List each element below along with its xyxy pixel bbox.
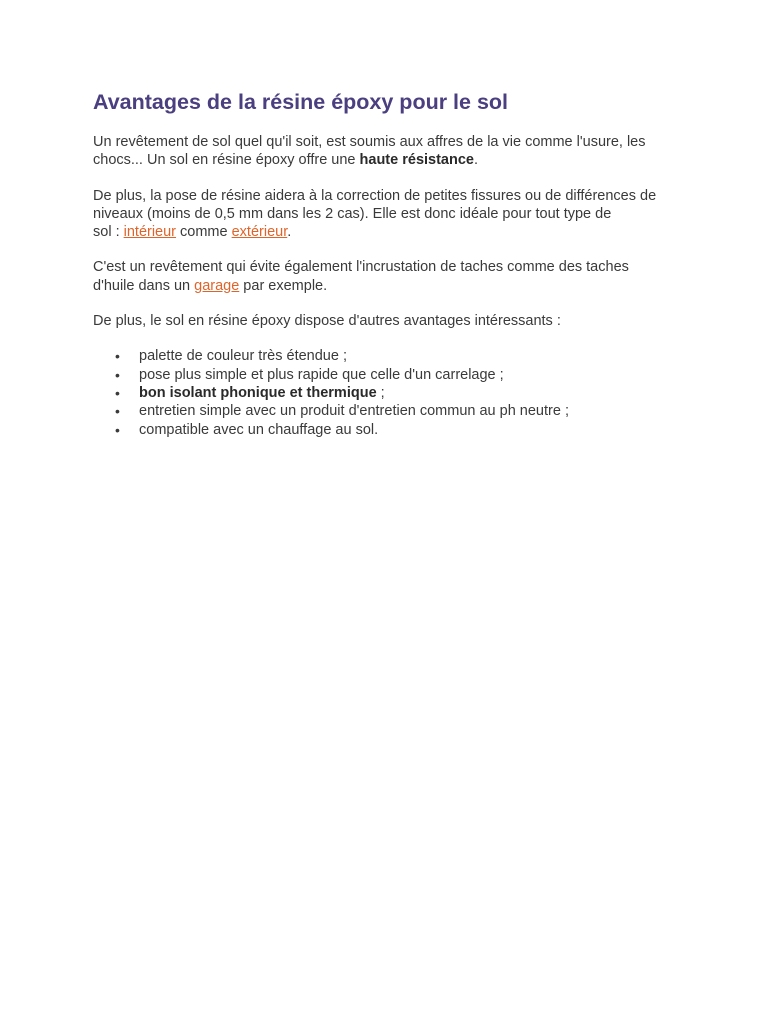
list-item-text: ; bbox=[376, 384, 385, 401]
link-exterieur[interactable]: extérieur bbox=[231, 224, 288, 241]
list-item-text: pose plus simple et plus rapide que celle d'un carrelage ; bbox=[139, 366, 504, 383]
list-item bbox=[93, 347, 683, 365]
link-garage[interactable]: garage bbox=[194, 277, 240, 294]
paragraph-text: comme bbox=[176, 224, 232, 241]
bullet-icon: • bbox=[115, 348, 120, 365]
paragraph-avantages-intro: De plus, le sol en résine époxy dispose d'autres avantages intéressants : bbox=[93, 313, 561, 330]
list-item bbox=[93, 384, 683, 402]
page-title: Avantages de la résine époxy pour le sol bbox=[93, 90, 509, 114]
paragraph-text: Un revêtement de sol quel qu'il soit, est soumis aux affres de la vie comme l'usure, les bbox=[93, 134, 646, 150]
paragraph-text: C'est un revêtement qui évite également l'incrustation de taches comme des taches bbox=[93, 259, 629, 276]
paragraph-text: par exemple. bbox=[239, 277, 328, 294]
paragraph-text: niveaux (moins de 0,5 mm dans les 2 cas). Elle est donc idéale pour tout type de bbox=[93, 205, 612, 222]
paragraph-text: d'huile dans un bbox=[93, 277, 195, 294]
paragraph-taches bbox=[93, 258, 683, 295]
paragraph-text: sol : bbox=[93, 224, 124, 241]
list-item-text: palette de couleur très étendue ; bbox=[139, 348, 347, 365]
bullet-icon: • bbox=[115, 421, 120, 438]
list-item bbox=[93, 366, 683, 384]
paragraph-text: . bbox=[473, 152, 479, 169]
link-interieur[interactable]: intérieur bbox=[123, 224, 177, 241]
paragraph-pose bbox=[93, 187, 683, 242]
paragraph-text: De plus, la pose de résine aidera à la correction de petites fissures ou de différences de bbox=[93, 187, 657, 204]
advantages-list bbox=[93, 347, 683, 438]
bullet-icon: • bbox=[115, 366, 120, 383]
list-item-text: compatible avec un chauffage au sol. bbox=[139, 421, 379, 438]
list-item-bold-text: bon isolant phonique et thermique bbox=[139, 384, 377, 401]
list-item bbox=[93, 421, 683, 439]
list-item-text: entretien simple avec un produit d'entretien commun au ph neutre ; bbox=[139, 403, 569, 420]
paragraph-resistance bbox=[93, 133, 683, 170]
bullet-icon: • bbox=[115, 403, 120, 420]
paragraph-text: chocs... Un sol en résine époxy offre une bbox=[93, 152, 360, 169]
bullet-icon: • bbox=[115, 384, 120, 401]
list-item bbox=[93, 402, 683, 420]
paragraph-text: . bbox=[287, 224, 292, 241]
highlight-text: haute résistance bbox=[359, 152, 474, 169]
article bbox=[93, 88, 683, 439]
